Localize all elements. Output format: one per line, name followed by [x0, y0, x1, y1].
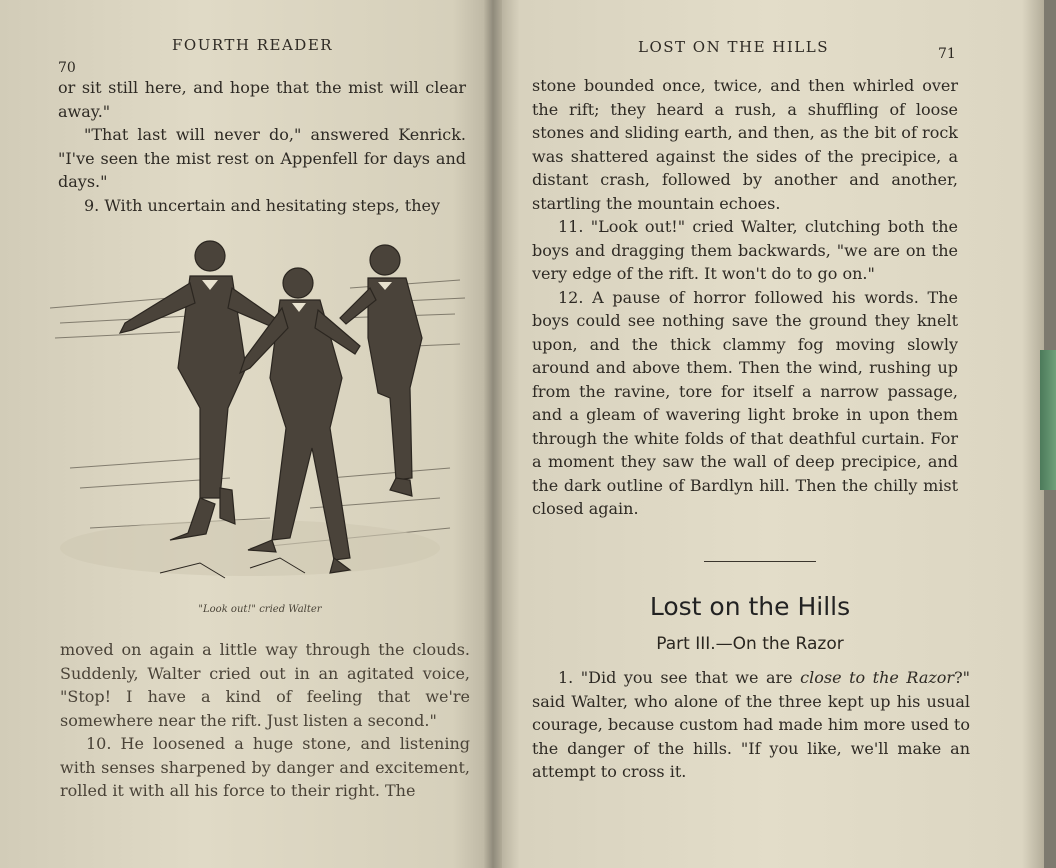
running-header-right: LOST ON THE HILLS: [638, 38, 830, 56]
left-bottom-text: [60, 638, 470, 803]
paragraph: "That last will never do," answered Kenrick. "I've seen the mist rest on Appenfell for days and days.": [58, 125, 466, 191]
paragraph: moved on again a little way through the clouds. Suddenly, Walter cried out in an agitated voice, "Stop! I have a kind of feeling that we're somewhere near the rift. Just listen a second.": [60, 640, 470, 730]
illustration-caption: "Look out!" cried Walter: [198, 604, 322, 615]
engraving-illustration: [50, 228, 470, 598]
running-header-left: FOURTH READER: [172, 36, 334, 54]
paragraph-italic: close to the Razor: [800, 668, 955, 687]
chapter-subtitle: Part III.—On the Razor: [656, 634, 844, 654]
paragraph-part: 1. "Did you see that we are: [558, 668, 801, 687]
page-number-left: 70: [58, 60, 76, 76]
left-page: [0, 0, 492, 868]
right-text: [532, 74, 958, 521]
bookmark-tab: [1040, 350, 1056, 490]
chapter-title: Lost on the Hills: [649, 592, 851, 621]
paragraph-part: ?" said Walter, who alone of the three kept up his usual courage, because custom had made him more used to the danger of the hills. "If you like, we'll make an attempt to cross it.: [532, 668, 971, 781]
chapter-text: [532, 666, 970, 784]
book-gutter: [484, 0, 502, 868]
paragraph: stone bounded once, twice, and then whirled over the rift; they heard a rush, a shuffling of loose stones and sliding earth, and then, as the bit of rock was shattered against the sides of the precipice, a distant crash, followed by another and another, startling the mountain echoes.: [532, 76, 958, 213]
paragraph: [532, 666, 970, 784]
section-divider: [704, 561, 816, 562]
left-top-text: [58, 76, 466, 217]
paragraph: 9. With uncertain and hesitating steps, they: [84, 195, 441, 215]
paragraph: 12. A pause of horror followed his words. The boys could see nothing save the ground they knelt upon, and the thick clammy fog moving slowly around and above them. Then the wind, rushing up from the ravine, tore for itself a narrow passage, and a gleam of wavering light broke in upon them through the white folds of that deathful curtain. For a moment they saw the wall of deep precipice, and the dark outline of Bardlyn hill. Then the chilly mist closed again.: [532, 287, 958, 518]
paragraph: 11. "Look out!" cried Walter, clutching both the boys and dragging them backwards, "we are on the very edge of the rift. It won't do to go on.": [532, 217, 958, 283]
paragraph: or sit still here, and hope that the mist will clear away.": [58, 78, 466, 121]
paragraph: 10. He loosened a huge stone, and listening with senses sharpened by danger and excitement, rolled it with all his force to their right. The: [60, 734, 470, 800]
page-number-right: 71: [938, 46, 956, 62]
